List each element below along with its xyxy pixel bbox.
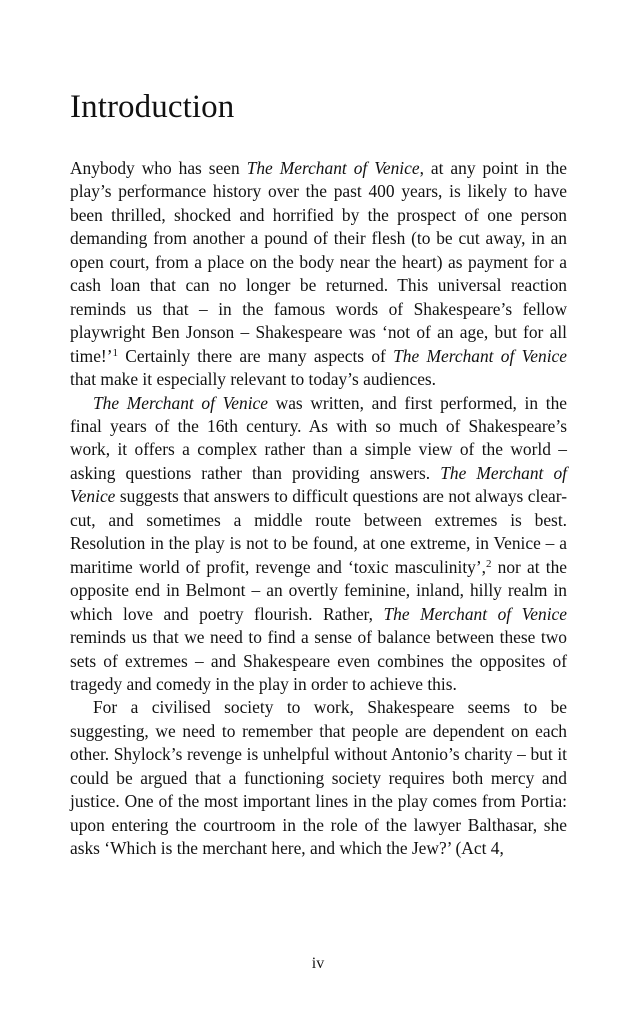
paragraph-3: For a civilised society to work, Shakespeare seems to be suggesting, we need to remember that people are dependent on each other. Shylock’s revenge is unhelpful without Antonio’s charity – but it could be argued that a functioning society requires both mercy and justice. One of the most important lines in the play comes from Portia: upon entering the courtroom in the role of the lawyer Balthasar, she asks ‘Which is the merchant here, and which the Jew?’ (Act 4, <box>70 697 567 859</box>
paragraph-1: Anybody who has seen The Merchant of Venice, at any point in the play’s performance history over the past 400 years, is likely to have been thrilled, shocked and horrified by the prospect of one person demanding from another a pound of their flesh (to be cut away, in an open court, from a place on the body near the heart) as payment for a cash loan that can no longer be returned. This universal reaction reminds us that – in the famous words of Shakespeare’s fellow playwright Ben Jonson – Shakespeare was ‘not of an age, but for all time!’$^1$ Certainly there are many aspects of The Merchant of Venice that make it especially relevant to today’s audiences. <box>70 158 567 390</box>
footnote-marker: 2 <box>486 557 492 570</box>
body-text-block <box>70 157 567 861</box>
italic-title: The Merchant of Venice <box>393 345 567 366</box>
paragraph-list <box>70 157 567 861</box>
italic-title: The Merchant of Venice <box>93 392 268 413</box>
paragraph-2: The Merchant of Venice was written, and first performed, in the final years of the 16th century. As with so much of Shakespeare’s work, it offers a complex rather than a simple view of the world – asking questions rather than providing answers. The Merchant of Venice suggests that answers to difficult questions are not always clear-cut, and sometimes a middle route between extremes is best. Resolution in the play is not to be found, at one extreme, in Venice – a maritime world of profit, revenge and ‘toxic masculinity’,$^2$ nor at the opposite end in Belmont – an overtly feminine, inland, hilly realm in which love and poetry flourish. Rather, The Merchant of Venice reminds us that we need to find a sense of balance between these two sets of extremes – and Shakespeare even combines the opposites of tragedy and comedy in the play in order to achieve this. <box>70 392 568 694</box>
page-title: Introduction <box>70 89 235 125</box>
italic-title: The Merchant of Venice <box>383 603 567 624</box>
italic-title: The Merchant of Venice <box>246 158 420 178</box>
page-number: iv <box>311 955 325 972</box>
italic-title: The Merchant of Venice <box>70 462 568 507</box>
footnote-marker: 1 <box>112 346 118 359</box>
